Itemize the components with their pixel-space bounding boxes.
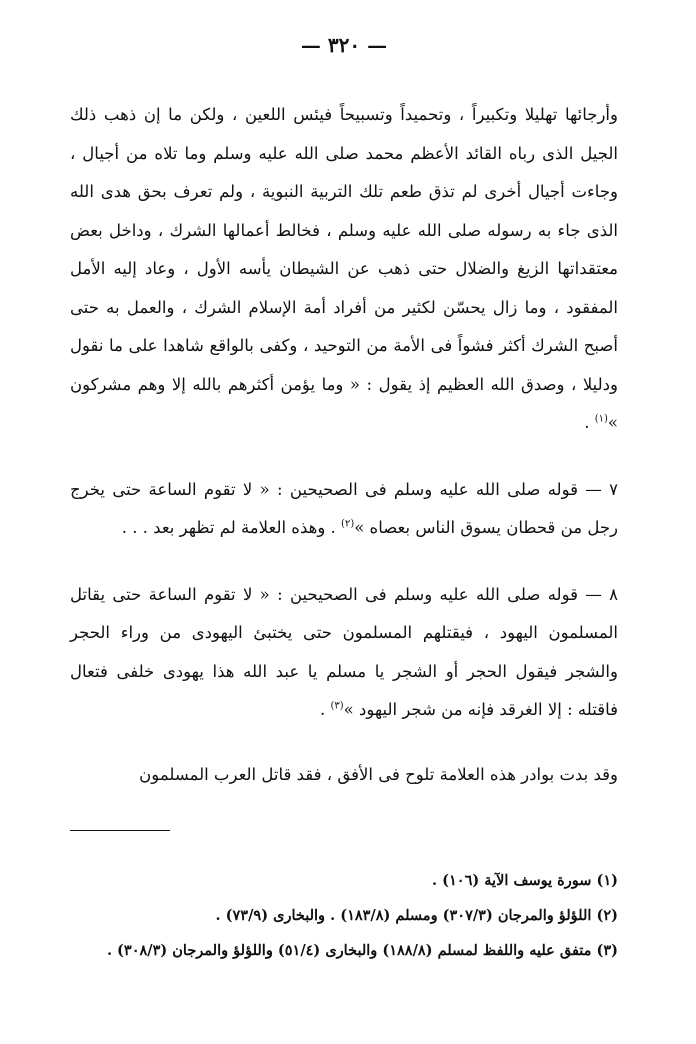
footnote-ref-2: (٢)	[341, 518, 355, 530]
paragraph-1-tail: .	[584, 413, 595, 432]
footnote-3: (٣) متفق عليه واللفظ لمسلم (١٨٨/٨) والبخارى (٥١/٤) واللؤلؤ والمرجان (٣٠٨/٣) .	[106, 942, 618, 959]
page-number: — ٣٢٠ —	[300, 33, 388, 57]
paragraph-3-text: ٨ — قوله صلى الله عليه وسلم فى الصحيحين : « لا تقوم الساعة حتى يقاتل المسلمون اليهود ، فيقتلهم المسلمون حتى يختبئ اليهودى من وراء الحجر والشجر فيقول الحجر أو الشجر يا مسلم يا عبد الله هذا يهودى خلفى فتعال فاقتله : إلا الغرقد فإنه من شجر اليهود »	[70, 584, 618, 719]
footnotes	[70, 863, 618, 968]
paragraph-2-tail: . وهذه العلامة لم تظهر بعد . . .	[121, 518, 342, 537]
paragraph-1-text: وأرجائها تهليلا وتكبيراً ، وتحميداً وتسبيحاً فيئس اللعين ، ولكن ما إن ذهب ذلك الجيل الذى رباه القائد الأعظم محمد صلى الله عليه وسلم وما تلاه من أجيال ، وجاءت أجيال أخرى لم تذق طعم تلك التربية النبوية ، ولم تعرف بحق هدى الله الذى جاء به رسوله صلى الله عليه وسلم ، فخالط أعمالها الشرك ، وداخل بعض معتقداتها الزيغ والضلال حتى ذهب عن الشيطان يأسه الأول ، وعاد إليه الأمل المفقود ، وما زال يحسّن لكثير من أفراد أمة الإسلام الشرك ، والعمل به حتى أصبح الشرك أكثر فشواً فى الأمة من التوحيد ، وكفى بالواقع شاهدا على ما نقول ودليلا ، وصدق الله العظيم إذ يقول : « وما يؤمن أكثرهم بالله إلا وهم مشركون »	[70, 105, 618, 432]
paragraph-3	[70, 576, 618, 730]
footnote-1: (١) سورة يوسف الآية (١٠٦) .	[432, 872, 618, 889]
footnote-2: (٢) اللؤلؤ والمرجان (٣٠٧/٣) ومسلم (١٨٣/٨) . والبخارى (٧٣/٩) .	[215, 907, 618, 924]
paragraph-4-text: وقد بدت بوادر هذه العلامة تلوح فى الأفق ، فقد قاتل العرب المسلمون	[139, 764, 618, 784]
paragraph-2	[70, 471, 618, 548]
paragraph-1	[70, 96, 618, 443]
paragraph-2-text: ٧ — قوله صلى الله عليه وسلم فى الصحيحين : « لا تقوم الساعة حتى يخرج رجل من قحطان يسوق الناس بعصاه »	[70, 479, 618, 537]
footnote-ref-1: (١)	[594, 413, 608, 425]
paragraph-4	[70, 756, 618, 795]
footnote-ref-3: (٣)	[330, 700, 344, 712]
paragraph-3-tail: .	[319, 700, 331, 719]
footnote-divider	[70, 830, 170, 831]
